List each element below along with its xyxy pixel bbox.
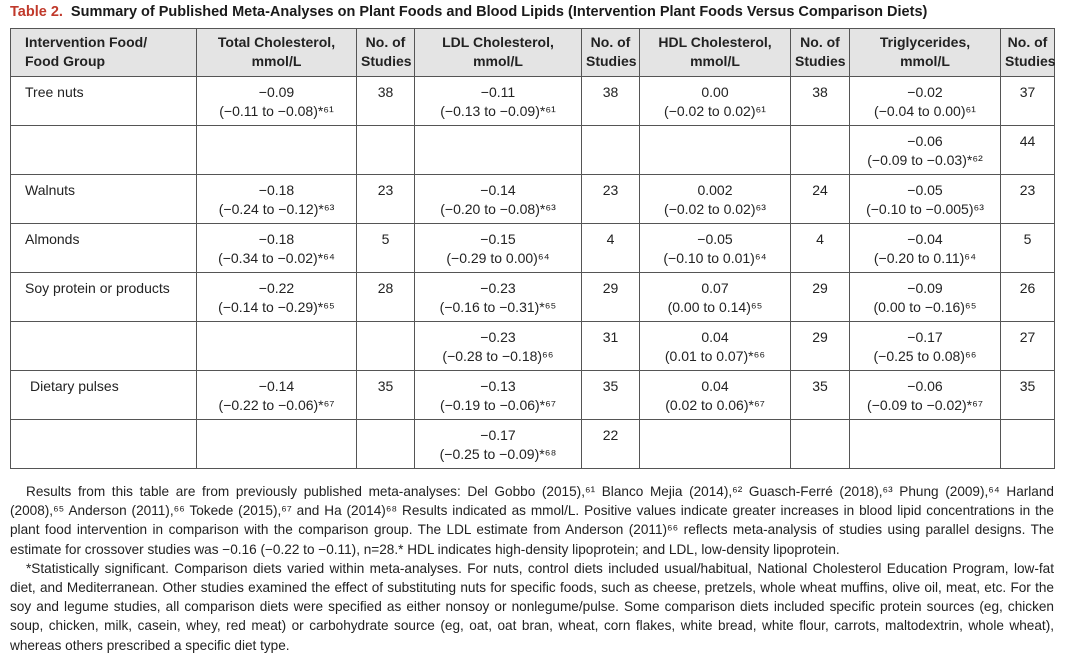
meta-analysis-table <box>10 28 1055 469</box>
header-total-cholesterol: Total Cholesterol, mmol/L <box>197 29 357 77</box>
header-tc-studies: No. of Studies <box>357 29 415 77</box>
table-row <box>11 77 1055 126</box>
header-ldl-studies: No. of Studies <box>582 29 640 77</box>
tc-studies-cell <box>357 420 415 469</box>
header-triglycerides: Triglycerides, mmol/L <box>850 29 1001 77</box>
footnote-significance: *Statistically significant. Comparison diets varied within meta-analyses. For nuts, control diets included usual/habitual, National Cholesterol Education Program, low-fat diet, and Mediterranean. Other studies examined the effect of substituting nuts for specific foods, such as cheese, pretzels, whole wheat muffins, olive oil, meat, etc. For the soy and legume studies, all comparison diets were specified as either nonsoy or nonlegume/pulse. Some comparison diets included specific protein sources (eg, chicken soup, chicken, milk, casein, whey, red meat) or carbohydrate source (eg, oat, oat bran, wheat, corn flakes, white bread, white flour, carrots, maltodextrin, whole wheat), whereas others prescribed a specific diet type. <box>10 560 1054 653</box>
food-cell: Walnuts <box>11 175 197 224</box>
ldl-cell: −0.14 (−0.20 to −0.08)*⁶³ <box>415 175 582 224</box>
tc-cell: −0.09 (−0.11 to −0.08)*⁶¹ <box>197 77 357 126</box>
ldl-cell: −0.17 (−0.25 to −0.09)*⁶⁸ <box>415 420 582 469</box>
ldl-studies-cell: 29 <box>582 273 640 322</box>
tg-studies-cell: 5 <box>1001 224 1055 273</box>
tg-studies-cell: 35 <box>1001 371 1055 420</box>
tg-cell: −0.06 (−0.09 to −0.02)*⁶⁷ <box>850 371 1001 420</box>
hdl-studies-cell <box>791 420 850 469</box>
ldl-cell: −0.13 (−0.19 to −0.06)*⁶⁷ <box>415 371 582 420</box>
table-caption <box>10 4 1060 20</box>
food-cell <box>11 420 197 469</box>
tc-cell: −0.18 (−0.24 to −0.12)*⁶³ <box>197 175 357 224</box>
tg-studies-cell: 23 <box>1001 175 1055 224</box>
table-row <box>11 273 1055 322</box>
tg-cell: −0.04 (−0.20 to 0.11)⁶⁴ <box>850 224 1001 273</box>
hdl-studies-cell: 29 <box>791 273 850 322</box>
tc-cell: −0.14 (−0.22 to −0.06)*⁶⁷ <box>197 371 357 420</box>
hdl-cell: 0.07 (0.00 to 0.14)⁶⁵ <box>640 273 791 322</box>
tc-cell <box>197 126 357 175</box>
ldl-cell: −0.11 (−0.13 to −0.09)*⁶¹ <box>415 77 582 126</box>
table-title: Summary of Published Meta-Analyses on Plant Foods and Blood Lipids (Intervention Plant Foods Versus Comparison Diets) <box>70 4 928 20</box>
tc-studies-cell: 35 <box>357 371 415 420</box>
ldl-cell <box>415 126 582 175</box>
hdl-studies-cell: 4 <box>791 224 850 273</box>
hdl-studies-cell: 24 <box>791 175 850 224</box>
tc-cell: −0.22 (−0.14 to −0.29)*⁶⁵ <box>197 273 357 322</box>
food-cell: Almonds <box>11 224 197 273</box>
tg-studies-cell: 44 <box>1001 126 1055 175</box>
hdl-studies-cell <box>791 126 850 175</box>
tg-cell: −0.06 (−0.09 to −0.03)*⁶² <box>850 126 1001 175</box>
hdl-cell: 0.04 (0.02 to 0.06)*⁶⁷ <box>640 371 791 420</box>
tc-studies-cell: 23 <box>357 175 415 224</box>
ldl-studies-cell: 4 <box>582 224 640 273</box>
tc-cell: −0.18 (−0.34 to −0.02)*⁶⁴ <box>197 224 357 273</box>
ldl-studies-cell: 35 <box>582 371 640 420</box>
tg-studies-cell: 37 <box>1001 77 1055 126</box>
tc-studies-cell <box>357 322 415 371</box>
hdl-cell <box>640 126 791 175</box>
table-row <box>11 126 1055 175</box>
table-row <box>11 322 1055 371</box>
ldl-studies-cell: 22 <box>582 420 640 469</box>
table-row <box>11 175 1055 224</box>
food-cell <box>11 126 197 175</box>
footnote-sources: Results from this table are from previously published meta-analyses: Del Gobbo (2015),⁶¹ Blanco Mejia (2014),⁶² Guasch-Ferré (2018),⁶³ Phung (2009),⁶⁴ Harland (2008),⁶⁵ Anderson (2011),⁶⁶ Tokede (2015),⁶⁷ and Ha (2014)⁶⁸ Results indicated as mmol/L. Positive values indicate greater increases in blood lipid concentrations in the plant food intervention in comparison with the comparison group. The LDL estimate from Anderson (2011)⁶⁶ reflects meta-analysis of studies using parallel designs. The estimate for crossover studies was −0.16 (−0.22 to −0.11), n=28.* HDL indicates high-density lipoprotein; and LDL, low-density lipoprotein. <box>10 484 1054 557</box>
food-cell: Soy protein or products <box>11 273 197 322</box>
table-row <box>11 224 1055 273</box>
header-hdl-cholesterol: HDL Cholesterol, mmol/L <box>640 29 791 77</box>
food-cell: Tree nuts <box>11 77 197 126</box>
ldl-cell: −0.23 (−0.16 to −0.31)*⁶⁵ <box>415 273 582 322</box>
table-row <box>11 420 1055 469</box>
tc-studies-cell: 38 <box>357 77 415 126</box>
tg-studies-cell: 27 <box>1001 322 1055 371</box>
ldl-studies-cell <box>582 126 640 175</box>
hdl-cell: 0.002 (−0.02 to 0.02)⁶³ <box>640 175 791 224</box>
tc-cell <box>197 322 357 371</box>
table-label: Table 2. <box>10 4 63 20</box>
tg-cell <box>850 420 1001 469</box>
hdl-studies-cell: 38 <box>791 77 850 126</box>
tg-studies-cell: 26 <box>1001 273 1055 322</box>
tg-cell: −0.09 (0.00 to −0.16)⁶⁵ <box>850 273 1001 322</box>
tc-studies-cell: 28 <box>357 273 415 322</box>
ldl-cell: −0.15 (−0.29 to 0.00)⁶⁴ <box>415 224 582 273</box>
hdl-cell: 0.04 (0.01 to 0.07)*⁶⁶ <box>640 322 791 371</box>
header-food: Intervention Food/ Food Group <box>11 29 197 77</box>
tc-studies-cell <box>357 126 415 175</box>
header-row <box>11 29 1055 77</box>
hdl-cell <box>640 420 791 469</box>
table-row <box>11 371 1055 420</box>
food-cell: Dietary pulses <box>11 371 197 420</box>
header-ldl-cholesterol: LDL Cholesterol, mmol/L <box>415 29 582 77</box>
ldl-cell: −0.23 (−0.28 to −0.18)⁶⁶ <box>415 322 582 371</box>
tg-cell: −0.02 (−0.04 to 0.00)⁶¹ <box>850 77 1001 126</box>
header-tg-studies: No. of Studies <box>1001 29 1055 77</box>
ldl-studies-cell: 38 <box>582 77 640 126</box>
ldl-studies-cell: 23 <box>582 175 640 224</box>
tc-cell <box>197 420 357 469</box>
hdl-cell: 0.00 (−0.02 to 0.02)⁶¹ <box>640 77 791 126</box>
table-footnotes <box>10 482 1054 655</box>
hdl-cell: −0.05 (−0.10 to 0.01)⁶⁴ <box>640 224 791 273</box>
hdl-studies-cell: 29 <box>791 322 850 371</box>
hdl-studies-cell: 35 <box>791 371 850 420</box>
ldl-studies-cell: 31 <box>582 322 640 371</box>
food-cell <box>11 322 197 371</box>
tg-studies-cell <box>1001 420 1055 469</box>
header-hdl-studies: No. of Studies <box>791 29 850 77</box>
tc-studies-cell: 5 <box>357 224 415 273</box>
tg-cell: −0.17 (−0.25 to 0.08)⁶⁶ <box>850 322 1001 371</box>
tg-cell: −0.05 (−0.10 to −0.005)⁶³ <box>850 175 1001 224</box>
